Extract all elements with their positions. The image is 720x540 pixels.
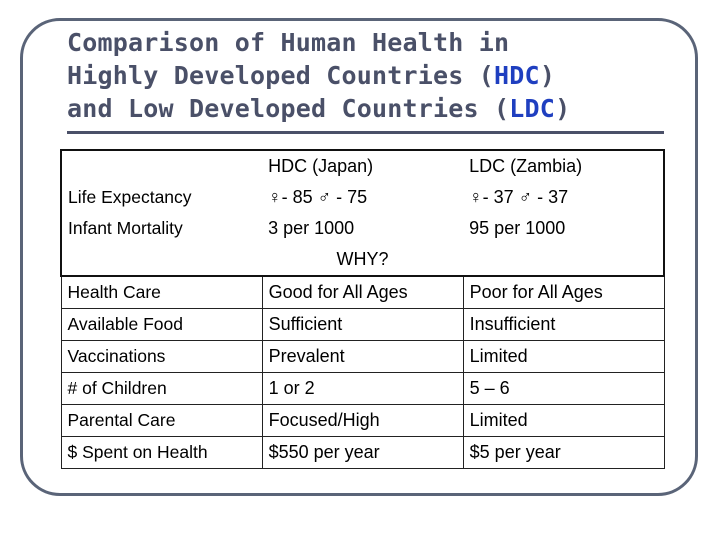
hdc-value: Focused/High <box>262 405 463 437</box>
ldc-value: Insufficient <box>463 309 664 341</box>
ldc-value: Poor for All Ages <box>463 276 664 309</box>
comparison-table <box>60 149 665 469</box>
ldc-value: Limited <box>463 405 664 437</box>
header-row <box>61 150 664 182</box>
table-row <box>61 276 664 309</box>
table-row <box>61 437 664 469</box>
hdc-value: $550 per year <box>262 437 463 469</box>
header-cell-empty <box>61 150 262 182</box>
ldc-value: 5 – 6 <box>463 373 664 405</box>
hdc-highlight: HDC <box>494 61 540 90</box>
header-cell-hdc: HDC (Japan) <box>262 150 463 182</box>
row-label: Life Expectancy <box>61 182 262 213</box>
title-line-1: Comparison of Human Health in <box>67 28 510 57</box>
row-label: $ Spent on Health <box>61 437 262 469</box>
table-row <box>61 405 664 437</box>
ldc-value: Limited <box>463 341 664 373</box>
row-label: Health Care <box>61 276 262 309</box>
ldc-value: 95 per 1000 <box>463 213 664 244</box>
row-label: Available Food <box>61 309 262 341</box>
why-section <box>61 276 664 469</box>
row-label: Parental Care <box>61 405 262 437</box>
table-row <box>61 341 664 373</box>
hdc-value: Sufficient <box>262 309 463 341</box>
stats-section <box>61 150 664 276</box>
title-line-3: and Low Developed Countries (LDC) <box>67 94 571 123</box>
ldc-highlight: LDC <box>509 94 556 123</box>
row-label: # of Children <box>61 373 262 405</box>
why-label: WHY? <box>61 244 664 276</box>
table-row <box>61 213 664 244</box>
row-label: Vaccinations <box>61 341 262 373</box>
hdc-value: Prevalent <box>262 341 463 373</box>
row-label: Infant Mortality <box>61 213 262 244</box>
table-row <box>61 309 664 341</box>
hdc-value: 1 or 2 <box>262 373 463 405</box>
slide-title <box>67 26 667 125</box>
hdc-value: Good for All Ages <box>262 276 463 309</box>
hdc-value: ♀- 85 ♂ - 75 <box>268 187 368 207</box>
title-underline <box>67 131 664 134</box>
title-line-2: Highly Developed Countries (HDC) <box>67 61 556 90</box>
ldc-value: ♀- 37 ♂ - 37 <box>463 182 664 213</box>
table-row <box>61 182 664 213</box>
why-row <box>61 244 664 276</box>
header-cell-ldc: LDC (Zambia) <box>463 150 664 182</box>
hdc-value: 3 per 1000 <box>268 218 355 238</box>
table-row <box>61 373 664 405</box>
ldc-value: $5 per year <box>463 437 664 469</box>
